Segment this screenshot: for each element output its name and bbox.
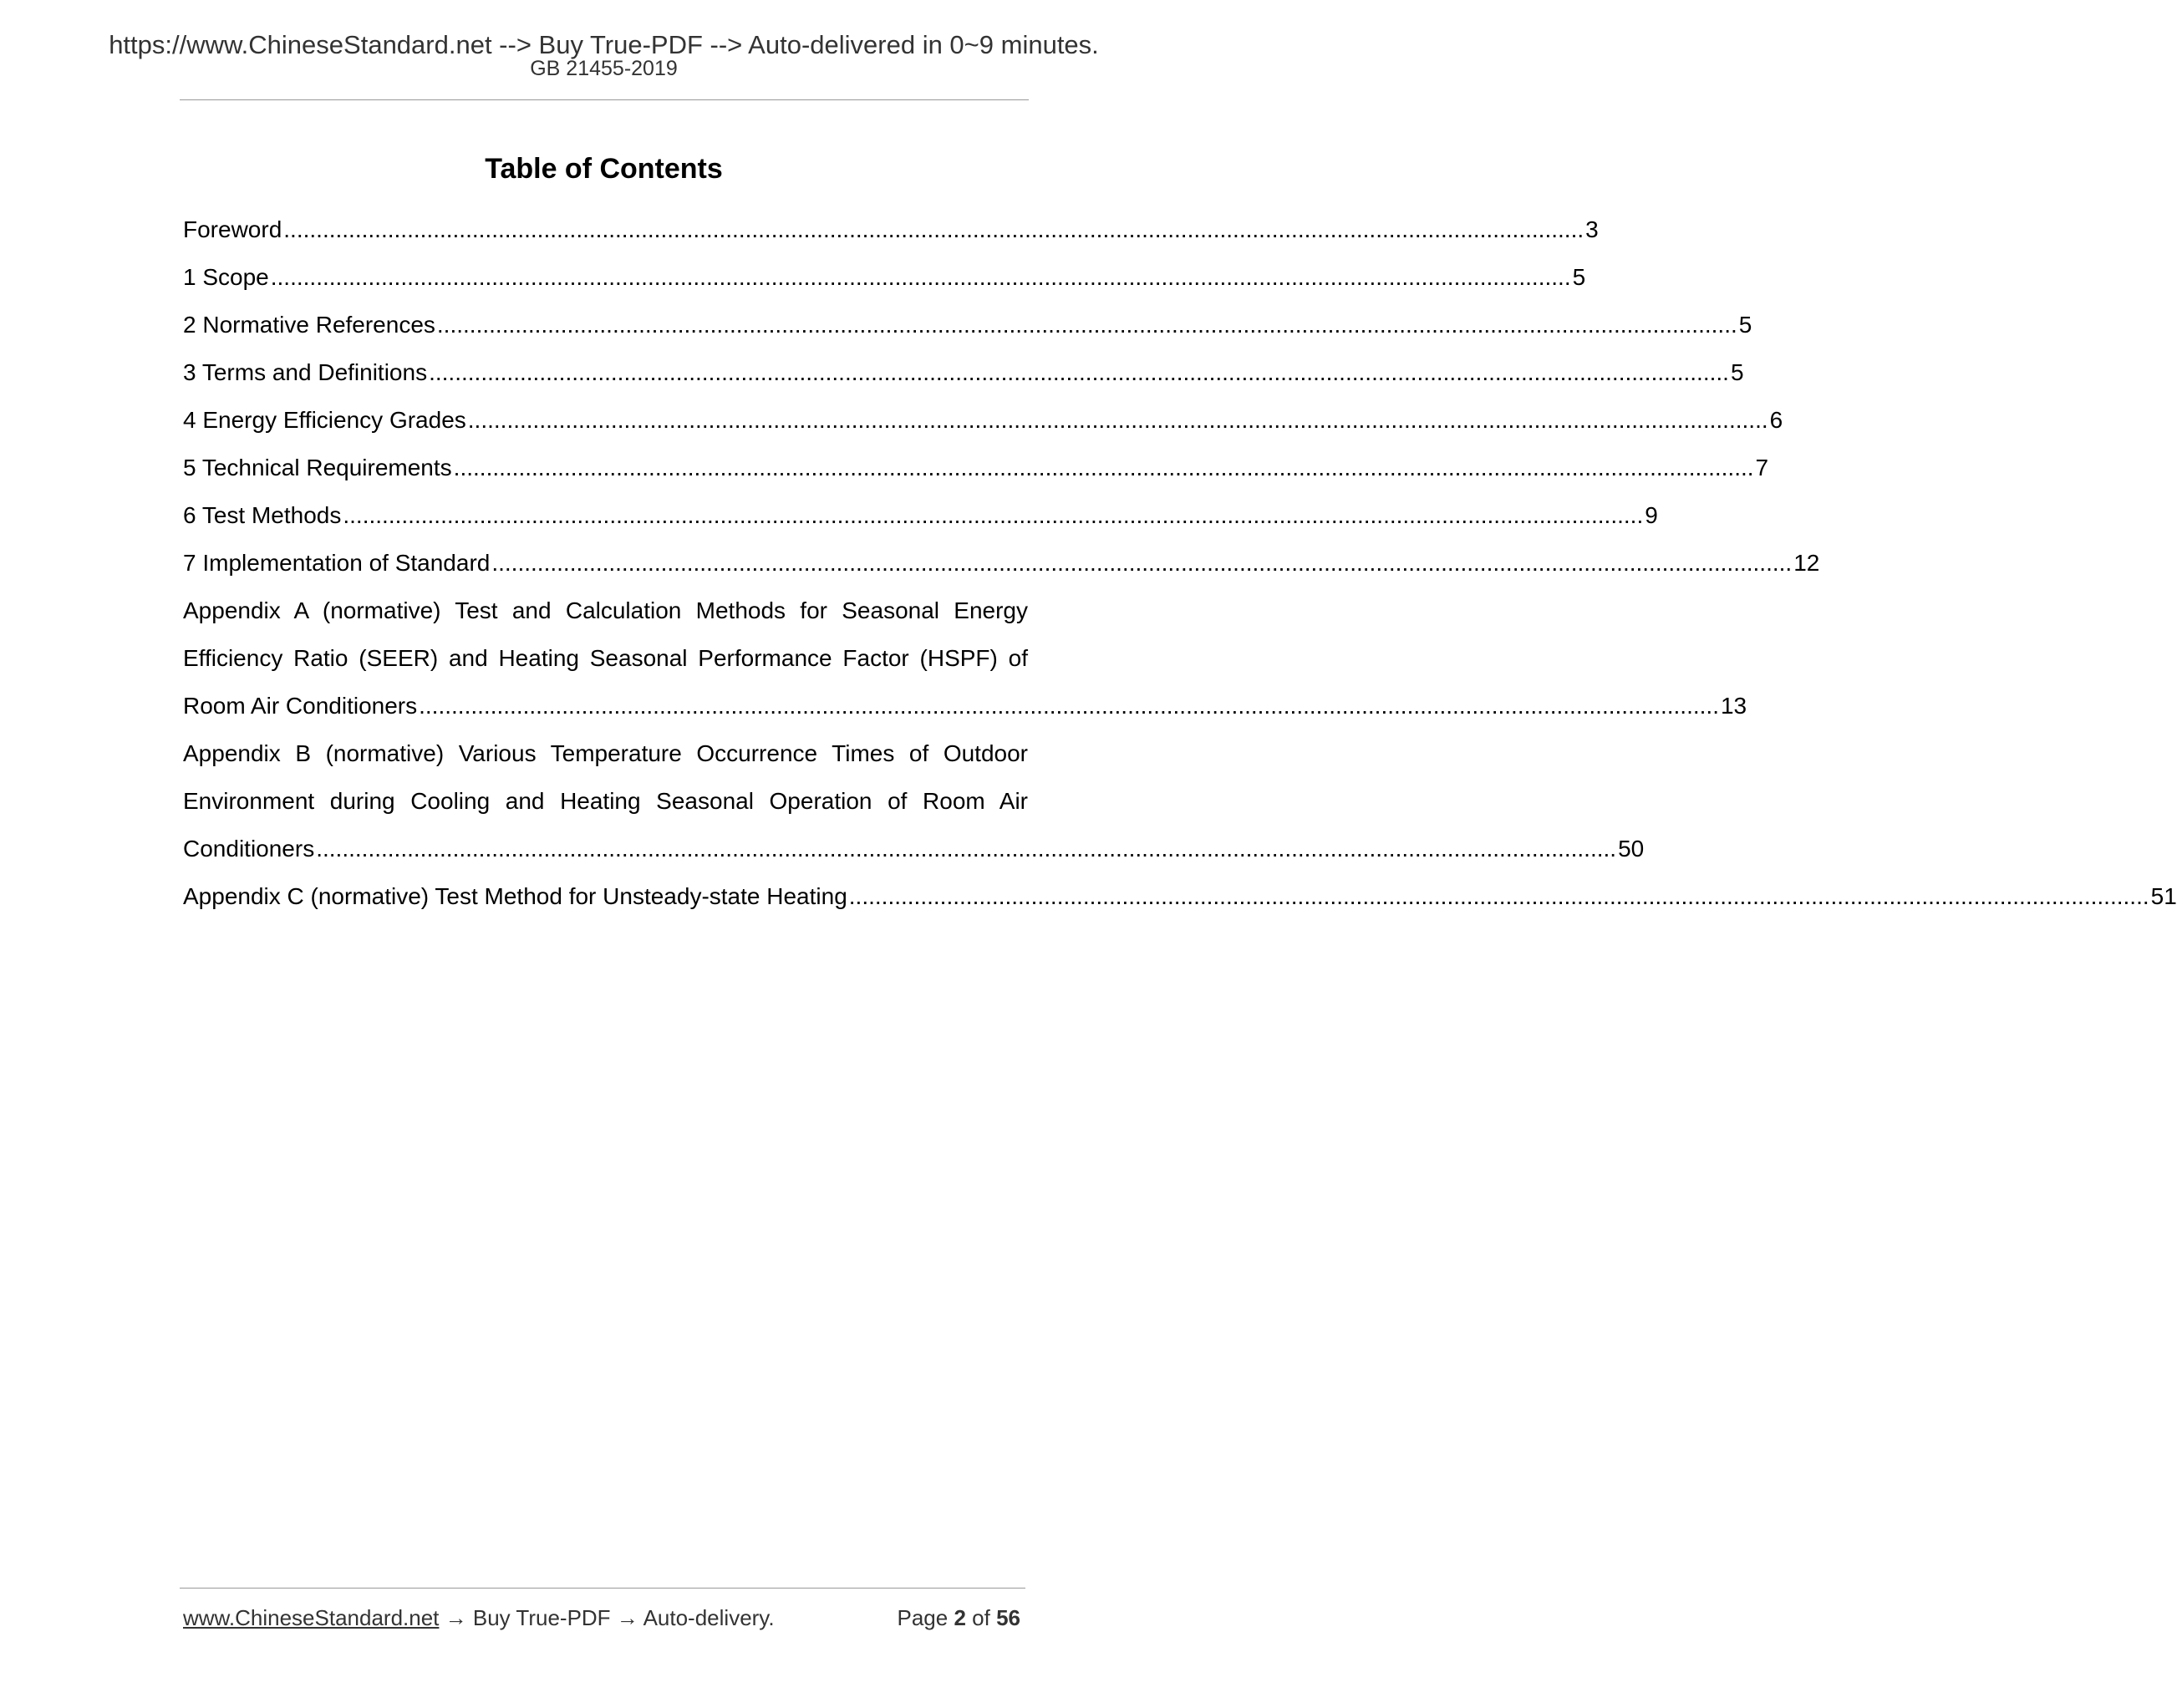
dot-leader: ........................................................................................................................................................................................................ [436, 312, 1737, 338]
page-indicator [897, 1605, 1020, 1631]
toc-entry-terms-and-definitions[interactable] [183, 348, 1744, 396]
dot-leader: ........................................................................................................................................................................................................ [467, 407, 1768, 433]
toc-title: Table of Contents [485, 153, 723, 185]
toc-entry-page: 51 [2150, 883, 2177, 909]
toc-entry-normative-references[interactable] [183, 301, 1752, 348]
dot-leader: ........................................................................................................................................................................................................ [453, 455, 1754, 480]
footer-tagline: → Buy True-PDF → Auto-delivery. [439, 1605, 775, 1630]
toc-entry-foreword[interactable] [183, 206, 1599, 253]
document-code: GB 21455-2019 [530, 57, 678, 80]
dot-leader: ........................................................................................................................................................................................................ [491, 550, 1793, 576]
dot-leader: ........................................................................................................................................................................................................ [419, 693, 1719, 719]
toc-entry-label: 5 Technical Requirements [183, 455, 452, 480]
table-of-contents [183, 206, 2177, 920]
toc-entry-label: 7 Implementation of Standard [183, 550, 491, 576]
toc-entry-implementation[interactable] [183, 539, 1820, 587]
toc-entry-last-line [183, 825, 1645, 872]
header-banner: https://www.ChineseStandard.net --> Buy True-PDF --> Auto-delivered in 0~9 minutes. [109, 30, 1099, 59]
toc-entry-line: Appendix B (normative) Various Temperature Occurrence Times of Outdoor [183, 740, 1028, 766]
toc-entry-line: Appendix A (normative) Test and Calculation Methods for Seasonal Energy [183, 597, 1028, 623]
dot-leader: ........................................................................................................................................................................................................ [848, 883, 2149, 909]
dot-leader: ........................................................................................................................................................................................................ [343, 502, 1644, 528]
toc-entry-appendix-c[interactable] [183, 872, 2177, 920]
toc-entry-scope[interactable] [183, 253, 1586, 301]
toc-entry-energy-efficiency-grades[interactable] [183, 396, 1783, 444]
toc-entry-page: 6 [1769, 407, 1783, 433]
footer-site-link[interactable]: www.ChineseStandard.net [183, 1605, 440, 1630]
toc-entry-page: 5 [1730, 359, 1744, 385]
toc-entry-page: 13 [1720, 693, 1747, 719]
header-divider [180, 99, 1029, 100]
toc-entry-label: 3 Terms and Definitions [183, 359, 428, 385]
toc-entry-label: Appendix C (normative) Test Method for Unsteady-state Heating [183, 883, 847, 909]
toc-entry-label: Room Air Conditioners [183, 693, 418, 719]
toc-entry-test-methods[interactable] [183, 491, 1658, 539]
toc-entry-page: 50 [1618, 836, 1645, 862]
toc-entry-last-line [183, 682, 1747, 729]
toc-entry-label: 6 Test Methods [183, 502, 342, 528]
toc-entry-page: 9 [1645, 502, 1658, 528]
toc-entry-appendix-b[interactable] [183, 729, 1645, 872]
dot-leader: ........................................................................................................................................................................................................ [316, 836, 1617, 862]
current-page-number: 2 [954, 1605, 966, 1630]
page-of-word: of [972, 1605, 990, 1630]
toc-entry-label: 1 Scope [183, 264, 269, 290]
page-footer [183, 1605, 1025, 1631]
toc-entry-label: 2 Normative References [183, 312, 435, 338]
toc-entry-technical-requirements[interactable] [183, 444, 1769, 491]
toc-entry-label: 4 Energy Efficiency Grades [183, 407, 466, 433]
page-word: Page [897, 1605, 949, 1630]
toc-entry-page: 12 [1793, 550, 1820, 576]
toc-entry-label: Conditioners [183, 836, 315, 862]
toc-entry-page: 7 [1755, 455, 1769, 480]
dot-leader: ........................................................................................................................................................................................................ [429, 359, 1729, 385]
toc-entry-page: 5 [1572, 264, 1586, 290]
dot-leader: ........................................................................................................................................................................................................ [283, 216, 1584, 242]
dot-leader: ........................................................................................................................................................................................................ [270, 264, 1571, 290]
toc-entry-appendix-a[interactable] [183, 587, 1747, 729]
toc-entry-label: Foreword [183, 216, 282, 242]
toc-entry-page: 5 [1738, 312, 1752, 338]
footer-divider [180, 1588, 1025, 1589]
total-pages-number: 56 [996, 1605, 1020, 1630]
toc-entry-line: Environment during Cooling and Heating Seasonal Operation of Room Air [183, 788, 1028, 814]
toc-entry-page: 3 [1585, 216, 1599, 242]
toc-entry-line: Efficiency Ratio (SEER) and Heating Seasonal Performance Factor (HSPF) of [183, 645, 1028, 671]
